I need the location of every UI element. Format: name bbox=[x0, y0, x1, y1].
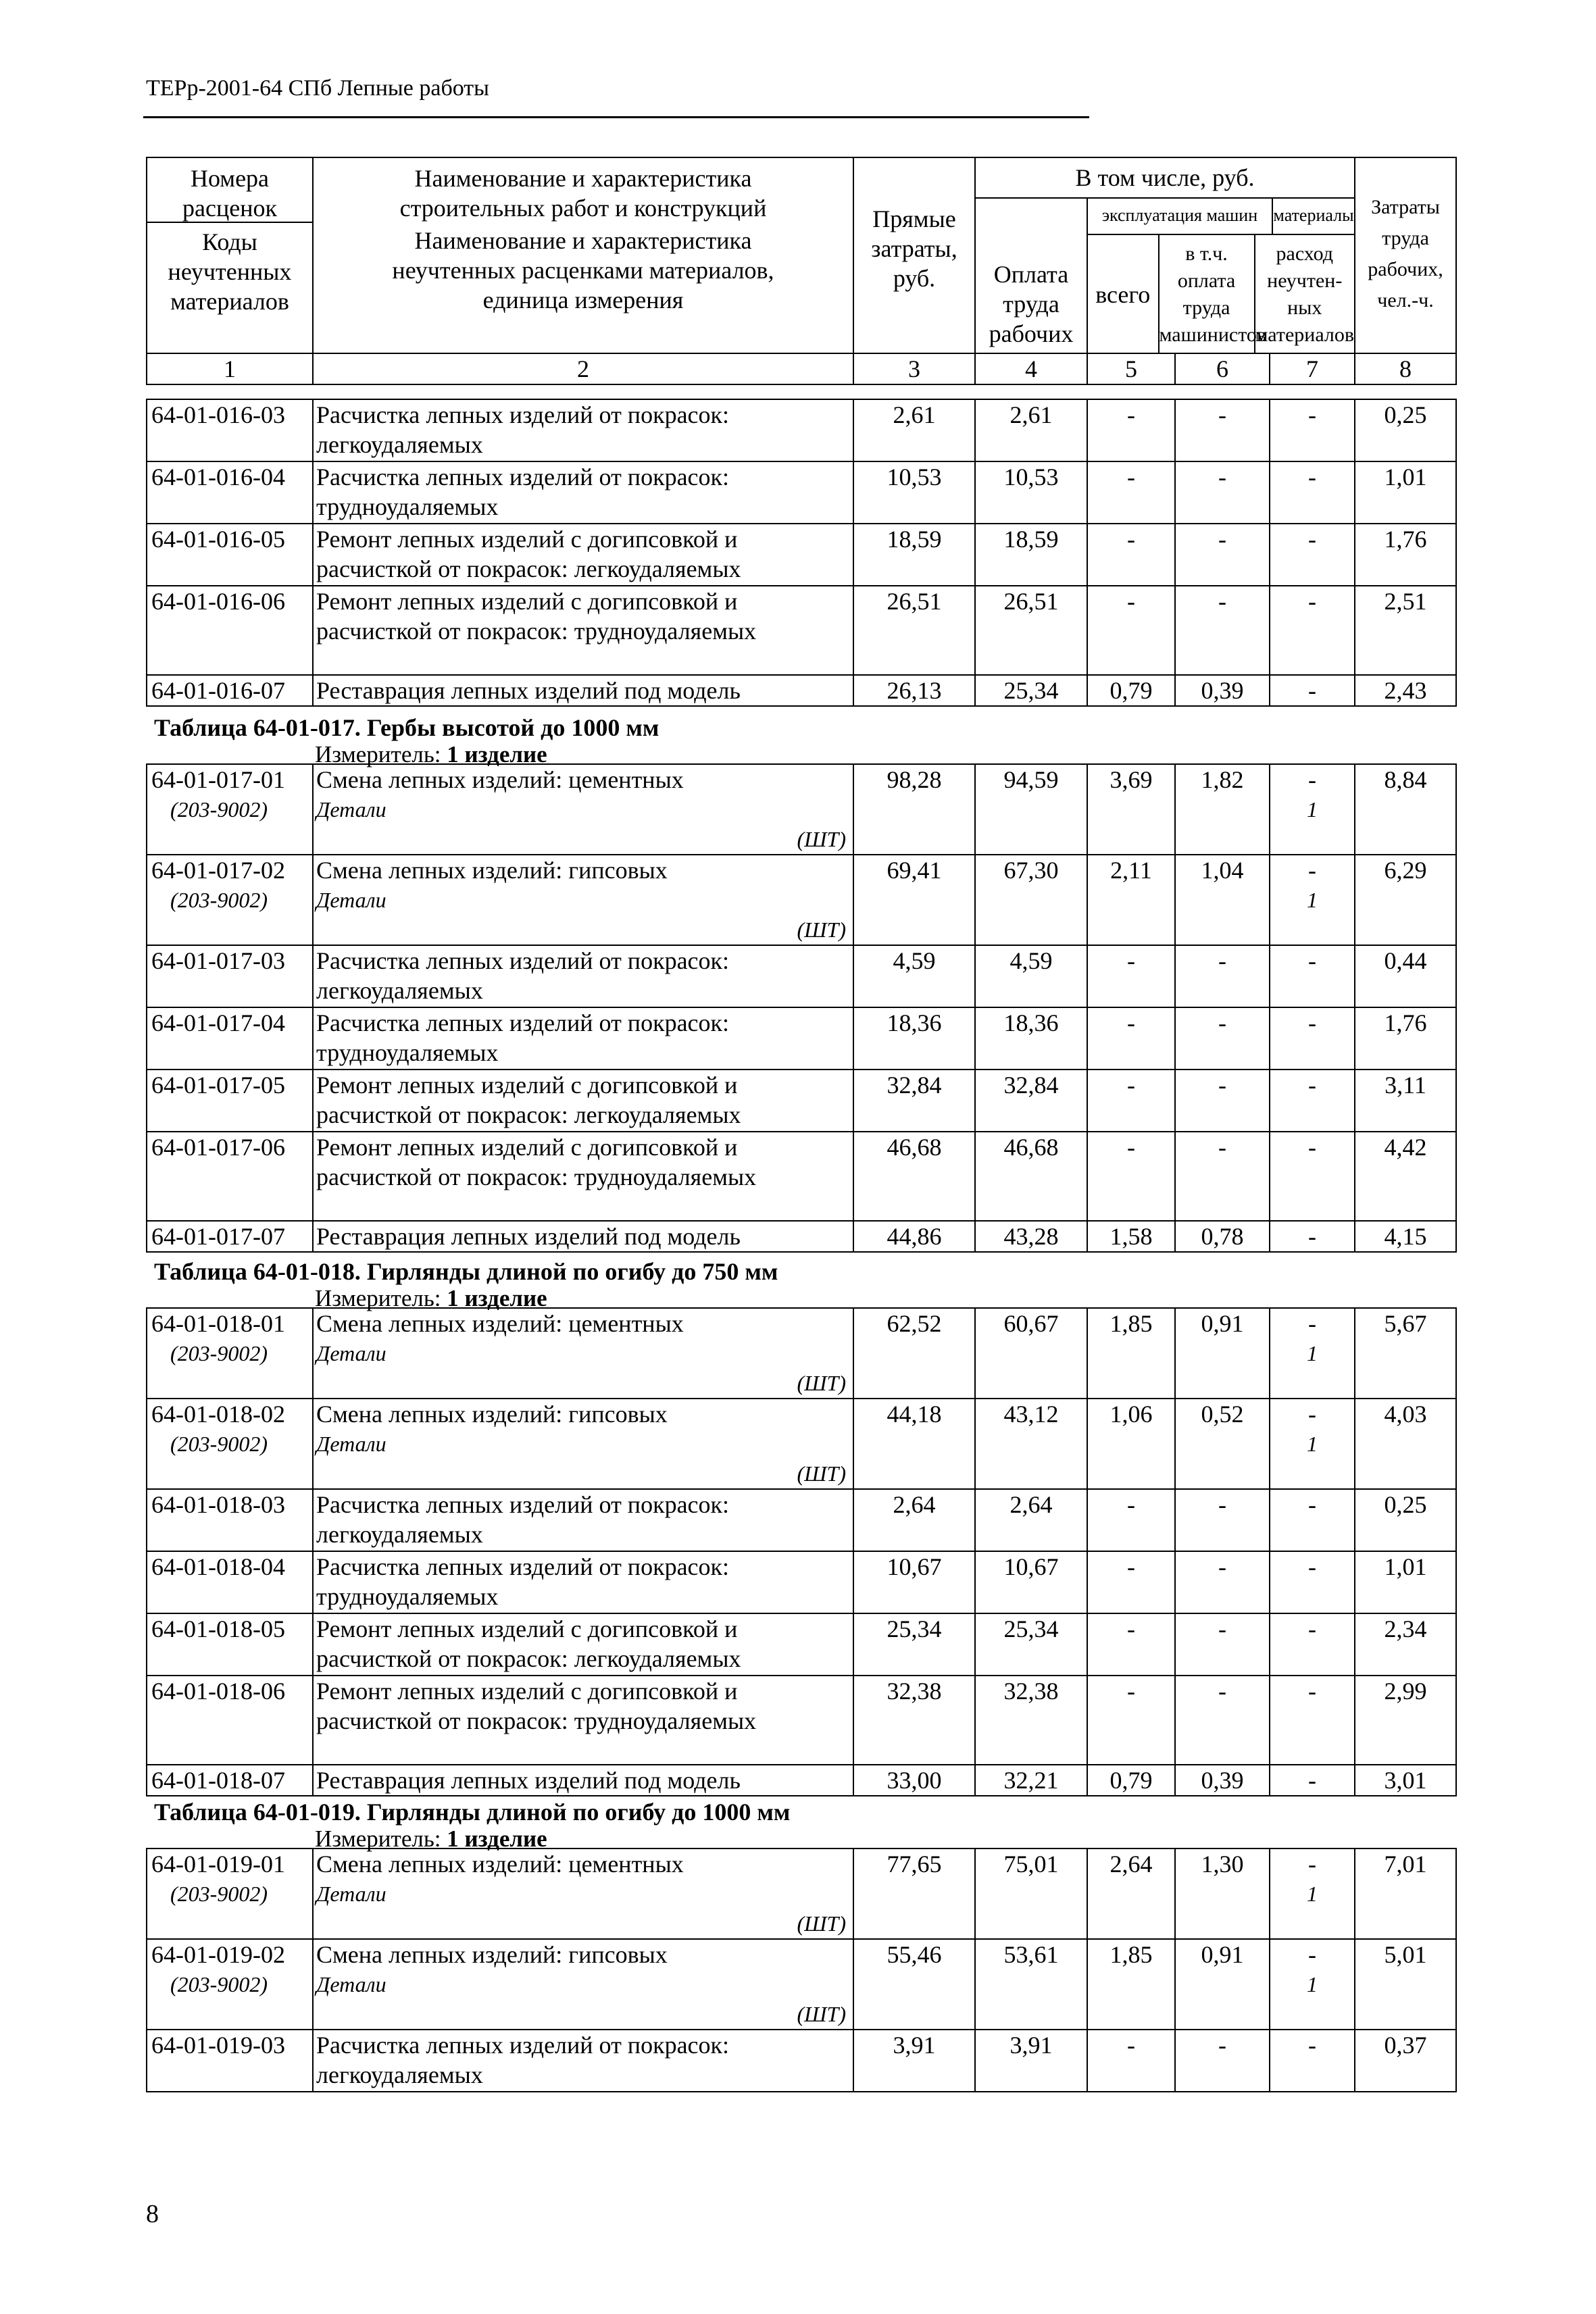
work-name: Расчистка лепных изделий от покрасок: легкоудаляемых bbox=[316, 401, 730, 458]
table-row bbox=[147, 855, 1456, 945]
operator-labor-cost: - bbox=[1175, 1070, 1270, 1132]
work-name: Ремонт лепных изделий с догипсовкой и расчисткой от покрасок: легкоудаляемых bbox=[316, 1072, 741, 1128]
direct-cost: 3,91 bbox=[853, 2030, 975, 2092]
machine-cost: - bbox=[1087, 1132, 1175, 1221]
work-name: Смена лепных изделий: гипсовых bbox=[316, 1941, 668, 1968]
machine-cost: 2,11 bbox=[1087, 855, 1175, 945]
table-row bbox=[147, 1221, 1456, 1252]
direct-cost: 44,18 bbox=[853, 1399, 975, 1489]
material-cost: - bbox=[1308, 1941, 1316, 1968]
sub-header-group bbox=[1087, 198, 1355, 353]
operator-labor-cost: - bbox=[1175, 461, 1270, 524]
section-title: Таблица 64-01-018. Гирлянды длиной по огибу до 750 мм bbox=[154, 1258, 778, 1285]
work-name: Расчистка лепных изделий от покрасок: трудноудаляемых bbox=[316, 1553, 730, 1610]
operator-labor-cost: 1,30 bbox=[1175, 1848, 1270, 1939]
work-name: Реставрация лепных изделий под модель bbox=[316, 1767, 741, 1794]
col3-header-text: Прямые затраты, руб. bbox=[871, 205, 957, 292]
labor-hours: 2,43 bbox=[1355, 675, 1456, 706]
col1-header-bottom: Коды неучтенных материалов bbox=[168, 228, 292, 315]
material-cost: - bbox=[1308, 526, 1316, 553]
material-qty: 1 bbox=[1307, 1432, 1318, 1456]
labor-hours: 0,37 bbox=[1355, 2030, 1456, 2092]
rate-code: 64-01-019-01 bbox=[151, 1851, 285, 1878]
direct-cost: 32,38 bbox=[853, 1676, 975, 1765]
material-name: Детали bbox=[316, 1882, 386, 1906]
labor-cost: 10,53 bbox=[975, 461, 1087, 524]
labor-hours: 8,84 bbox=[1355, 764, 1456, 855]
table-row bbox=[147, 1399, 1456, 1489]
direct-cost: 2,64 bbox=[853, 1489, 975, 1551]
labor-cost: 46,68 bbox=[975, 1132, 1087, 1221]
direct-cost: 33,00 bbox=[853, 1765, 975, 1796]
col2-header bbox=[313, 157, 853, 353]
direct-cost: 44,86 bbox=[853, 1221, 975, 1252]
page-number: 8 bbox=[146, 2200, 159, 2228]
table-row bbox=[147, 1939, 1456, 2030]
operator-labor-cost: - bbox=[1175, 2030, 1270, 2092]
rate-code: 64-01-016-03 bbox=[151, 401, 285, 428]
labor-cost: 94,59 bbox=[975, 764, 1087, 855]
labor-hours: 5,01 bbox=[1355, 1939, 1456, 2030]
material-cost: - bbox=[1308, 1072, 1316, 1099]
rate-code: 64-01-017-05 bbox=[151, 1072, 285, 1099]
work-name: Ремонт лепных изделий с догипсовкой и расчисткой от покрасок: легкоудаляемых bbox=[316, 1615, 741, 1672]
work-name: Ремонт лепных изделий с догипсовкой и расчисткой от покрасок: трудноудаляемых bbox=[316, 1134, 757, 1190]
rate-code: 64-01-018-04 bbox=[151, 1553, 285, 1580]
material-qty: 1 bbox=[1307, 888, 1318, 912]
labor-hours: 1,76 bbox=[1355, 1007, 1456, 1070]
measure-label: Измеритель: bbox=[315, 1826, 441, 1852]
table-row bbox=[147, 1308, 1456, 1399]
material-cost: - bbox=[1308, 857, 1316, 884]
measure-label: Измеритель: bbox=[315, 741, 441, 768]
material-cost: - bbox=[1308, 401, 1316, 428]
price-table bbox=[146, 399, 1457, 707]
table-row bbox=[147, 399, 1456, 461]
material-qty: 1 bbox=[1307, 1972, 1318, 1996]
work-name: Расчистка лепных изделий от покрасок: трудноудаляемых bbox=[316, 1009, 730, 1066]
direct-cost: 46,68 bbox=[853, 1132, 975, 1221]
measure-label: Измеритель: bbox=[315, 1285, 441, 1311]
col1-header-top: Номера расценок bbox=[147, 158, 312, 223]
labor-cost: 43,28 bbox=[975, 1221, 1087, 1252]
work-name: Реставрация лепных изделий под модель bbox=[316, 1223, 741, 1250]
direct-cost: 2,61 bbox=[853, 399, 975, 461]
table-row bbox=[147, 1007, 1456, 1070]
labor-hours: 2,51 bbox=[1355, 586, 1456, 675]
direct-cost: 55,46 bbox=[853, 1939, 975, 2030]
rate-code: 64-01-019-02 bbox=[151, 1941, 285, 1968]
col-number-1: 1 bbox=[147, 353, 313, 384]
direct-cost: 26,13 bbox=[853, 675, 975, 706]
table-row bbox=[147, 1070, 1456, 1132]
material-unit: (ШТ) bbox=[797, 1371, 846, 1395]
col8-header-text: Затраты труда рабочих, чел.-ч. bbox=[1368, 196, 1443, 311]
measure-value: 1 изделие bbox=[447, 1285, 547, 1311]
material-cost: - bbox=[1308, 463, 1316, 491]
machine-cost: - bbox=[1087, 945, 1175, 1007]
labor-hours: 1,01 bbox=[1355, 1551, 1456, 1613]
col2-header-bottom: Наименование и характеристика неучтенных расценками материалов, единица измерения bbox=[392, 227, 774, 313]
col-number-6: 6 bbox=[1175, 353, 1270, 384]
labor-hours: 4,15 bbox=[1355, 1221, 1456, 1252]
incl-header: В том числе, руб. bbox=[975, 157, 1355, 198]
running-head: ТЕРр-2001-64 СПб Лепные работы bbox=[146, 76, 490, 101]
table-row bbox=[147, 461, 1456, 524]
labor-hours: 2,99 bbox=[1355, 1676, 1456, 1765]
material-cost: - bbox=[1308, 1553, 1316, 1580]
labor-hours: 4,42 bbox=[1355, 1132, 1456, 1221]
rate-code: 64-01-019-03 bbox=[151, 2032, 285, 2059]
labor-hours: 0,25 bbox=[1355, 1489, 1456, 1551]
labor-cost: 26,51 bbox=[975, 586, 1087, 675]
labor-hours: 4,03 bbox=[1355, 1399, 1456, 1489]
rate-code: 64-01-018-07 bbox=[151, 1767, 285, 1794]
labor-cost: 53,61 bbox=[975, 1939, 1087, 2030]
operator-labor-cost: 0,39 bbox=[1175, 675, 1270, 706]
operator-labor-cost: - bbox=[1175, 586, 1270, 675]
material-cost: - bbox=[1308, 1223, 1316, 1250]
direct-cost: 10,53 bbox=[853, 461, 975, 524]
col7-header: расход неучтен-ных материалов bbox=[1255, 243, 1355, 346]
rate-code: 64-01-018-02 bbox=[151, 1401, 285, 1428]
work-name: Расчистка лепных изделий от покрасок: легкоудаляемых bbox=[316, 1491, 730, 1548]
material-cost: - bbox=[1308, 1767, 1316, 1794]
work-name: Расчистка лепных изделий от покрасок: легкоудаляемых bbox=[316, 2032, 730, 2088]
material-cost: - bbox=[1308, 1009, 1316, 1036]
col4-header bbox=[975, 198, 1087, 353]
table-row bbox=[147, 1132, 1456, 1221]
rate-code: 64-01-017-01 bbox=[151, 766, 285, 793]
machine-cost: - bbox=[1087, 1551, 1175, 1613]
direct-cost: 18,36 bbox=[853, 1007, 975, 1070]
machine-cost: 1,85 bbox=[1087, 1308, 1175, 1399]
operator-labor-cost: - bbox=[1175, 399, 1270, 461]
table-row bbox=[147, 1765, 1456, 1796]
table-row bbox=[147, 1613, 1456, 1676]
machine-cost: 0,79 bbox=[1087, 675, 1175, 706]
operator-labor-cost: 0,91 bbox=[1175, 1308, 1270, 1399]
rate-code: 64-01-018-05 bbox=[151, 1615, 285, 1642]
machine-cost: 1,58 bbox=[1087, 1221, 1175, 1252]
material-cost: - bbox=[1308, 1851, 1316, 1878]
rate-code: 64-01-018-01 bbox=[151, 1310, 285, 1337]
table-row bbox=[147, 2030, 1456, 2092]
material-code: (203-9002) bbox=[170, 1972, 268, 1996]
rate-code: 64-01-016-04 bbox=[151, 463, 285, 491]
direct-cost: 98,28 bbox=[853, 764, 975, 855]
rate-code: 64-01-016-05 bbox=[151, 526, 285, 553]
table-row bbox=[147, 1848, 1456, 1939]
work-name: Расчистка лепных изделий от покрасок: легкоудаляемых bbox=[316, 947, 730, 1004]
machine-cost: 1,85 bbox=[1087, 1939, 1175, 2030]
col5-header: всего bbox=[1088, 235, 1159, 353]
material-cost: - bbox=[1308, 766, 1316, 793]
labor-hours: 7,01 bbox=[1355, 1848, 1456, 1939]
labor-cost: 32,84 bbox=[975, 1070, 1087, 1132]
rate-code: 64-01-017-04 bbox=[151, 1009, 285, 1036]
col1-header bbox=[147, 157, 313, 353]
labor-cost: 43,12 bbox=[975, 1399, 1087, 1489]
header-rule bbox=[143, 116, 1089, 118]
operator-labor-cost: - bbox=[1175, 945, 1270, 1007]
material-name: Детали bbox=[316, 797, 386, 822]
labor-cost: 67,30 bbox=[975, 855, 1087, 945]
col-number-5: 5 bbox=[1087, 353, 1175, 384]
material-cost: - bbox=[1308, 677, 1316, 704]
direct-cost: 77,65 bbox=[853, 1848, 975, 1939]
exp-header: эксплуатация машин bbox=[1088, 199, 1273, 234]
labor-hours: 2,34 bbox=[1355, 1613, 1456, 1676]
machine-cost: - bbox=[1087, 2030, 1175, 2092]
machine-cost: 1,06 bbox=[1087, 1399, 1175, 1489]
work-name: Смена лепных изделий: цементных bbox=[316, 1310, 684, 1337]
col3-header bbox=[853, 157, 975, 353]
material-unit: (ШТ) bbox=[797, 1461, 846, 1486]
operator-labor-cost: 1,82 bbox=[1175, 764, 1270, 855]
col2-header-top: Наименование и характеристика строительных работ и конструкций bbox=[399, 165, 767, 222]
measure-value: 1 изделие bbox=[447, 741, 547, 768]
labor-cost: 18,36 bbox=[975, 1007, 1087, 1070]
price-table bbox=[146, 763, 1457, 1253]
direct-cost: 62,52 bbox=[853, 1308, 975, 1399]
labor-hours: 5,67 bbox=[1355, 1308, 1456, 1399]
operator-labor-cost: 0,39 bbox=[1175, 1765, 1270, 1796]
table-row bbox=[147, 764, 1456, 855]
table-row bbox=[147, 1676, 1456, 1765]
labor-hours: 1,76 bbox=[1355, 524, 1456, 586]
labor-cost: 10,67 bbox=[975, 1551, 1087, 1613]
table-row bbox=[147, 1551, 1456, 1613]
labor-cost: 18,59 bbox=[975, 524, 1087, 586]
material-unit: (ШТ) bbox=[797, 917, 846, 942]
measure-value: 1 изделие bbox=[447, 1826, 547, 1852]
material-code: (203-9002) bbox=[170, 1341, 268, 1365]
operator-labor-cost: - bbox=[1175, 1676, 1270, 1765]
material-cost: - bbox=[1308, 1491, 1316, 1518]
material-cost: - bbox=[1308, 1134, 1316, 1161]
material-name: Детали bbox=[316, 1432, 386, 1456]
material-qty: 1 bbox=[1307, 1341, 1318, 1365]
material-qty: 1 bbox=[1307, 797, 1318, 822]
labor-cost: 32,21 bbox=[975, 1765, 1087, 1796]
direct-cost: 69,41 bbox=[853, 855, 975, 945]
material-qty: 1 bbox=[1307, 1882, 1318, 1906]
labor-hours: 3,11 bbox=[1355, 1070, 1456, 1132]
work-name: Реставрация лепных изделий под модель bbox=[316, 677, 741, 704]
table-row bbox=[147, 524, 1456, 586]
machine-cost: 0,79 bbox=[1087, 1765, 1175, 1796]
rate-code: 64-01-017-07 bbox=[151, 1223, 285, 1250]
work-name: Смена лепных изделий: гипсовых bbox=[316, 857, 668, 884]
labor-cost: 60,67 bbox=[975, 1308, 1087, 1399]
machine-cost: 3,69 bbox=[1087, 764, 1175, 855]
labor-cost: 25,34 bbox=[975, 1613, 1087, 1676]
direct-cost: 32,84 bbox=[853, 1070, 975, 1132]
col4-header-text: Оплата труда рабочих bbox=[989, 261, 1074, 347]
operator-labor-cost: 0,52 bbox=[1175, 1399, 1270, 1489]
section-title: Таблица 64-01-017. Гербы высотой до 1000 мм bbox=[154, 714, 659, 741]
work-name: Смена лепных изделий: гипсовых bbox=[316, 1401, 668, 1428]
col-number-3: 3 bbox=[853, 353, 975, 384]
rate-code: 64-01-016-06 bbox=[151, 588, 285, 615]
column-header-table bbox=[146, 157, 1457, 385]
operator-labor-cost: - bbox=[1175, 524, 1270, 586]
col-number-7: 7 bbox=[1270, 353, 1355, 384]
material-cost: - bbox=[1308, 1678, 1316, 1705]
labor-hours: 3,01 bbox=[1355, 1765, 1456, 1796]
work-name: Смена лепных изделий: цементных bbox=[316, 1851, 684, 1878]
labor-hours: 6,29 bbox=[1355, 855, 1456, 945]
table-row bbox=[147, 586, 1456, 675]
col-number-8: 8 bbox=[1355, 353, 1456, 384]
material-cost: - bbox=[1308, 1615, 1316, 1642]
labor-cost: 2,64 bbox=[975, 1489, 1087, 1551]
labor-cost: 32,38 bbox=[975, 1676, 1087, 1765]
material-unit: (ШТ) bbox=[797, 827, 846, 851]
machine-cost: - bbox=[1087, 586, 1175, 675]
labor-hours: 0,44 bbox=[1355, 945, 1456, 1007]
material-cost: - bbox=[1308, 2032, 1316, 2059]
machine-cost: - bbox=[1087, 399, 1175, 461]
mat-header: материалы bbox=[1273, 205, 1354, 225]
rate-code: 64-01-018-03 bbox=[151, 1491, 285, 1518]
rate-code: 64-01-017-03 bbox=[151, 947, 285, 974]
price-table bbox=[146, 1307, 1457, 1796]
rate-code: 64-01-016-07 bbox=[151, 677, 285, 704]
operator-labor-cost: - bbox=[1175, 1489, 1270, 1551]
section-title: Таблица 64-01-019. Гирлянды длиной по огибу до 1000 мм bbox=[154, 1799, 791, 1826]
operator-labor-cost: 0,78 bbox=[1175, 1221, 1270, 1252]
machine-cost: - bbox=[1087, 524, 1175, 586]
table-row bbox=[147, 1489, 1456, 1551]
material-cost: - bbox=[1308, 588, 1316, 615]
machine-cost: - bbox=[1087, 1070, 1175, 1132]
operator-labor-cost: 0,91 bbox=[1175, 1939, 1270, 2030]
operator-labor-cost: - bbox=[1175, 1613, 1270, 1676]
material-unit: (ШТ) bbox=[797, 2002, 846, 2026]
col-number-4: 4 bbox=[975, 353, 1087, 384]
material-code: (203-9002) bbox=[170, 1882, 268, 1906]
labor-cost: 4,59 bbox=[975, 945, 1087, 1007]
work-name: Ремонт лепных изделий с догипсовкой и расчисткой от покрасок: трудноудаляемых bbox=[316, 588, 757, 645]
material-cost: - bbox=[1308, 947, 1316, 974]
machine-cost: - bbox=[1087, 1613, 1175, 1676]
material-cost: - bbox=[1308, 1310, 1316, 1337]
machine-cost: - bbox=[1087, 461, 1175, 524]
direct-cost: 26,51 bbox=[853, 586, 975, 675]
direct-cost: 10,67 bbox=[853, 1551, 975, 1613]
machine-cost: 2,64 bbox=[1087, 1848, 1175, 1939]
price-table bbox=[146, 1848, 1457, 2092]
material-name: Детали bbox=[316, 888, 386, 912]
machine-cost: - bbox=[1087, 1007, 1175, 1070]
rate-code: 64-01-017-06 bbox=[151, 1134, 285, 1161]
machine-cost: - bbox=[1087, 1489, 1175, 1551]
direct-cost: 4,59 bbox=[853, 945, 975, 1007]
material-cost: - bbox=[1308, 1401, 1316, 1428]
table-row bbox=[147, 675, 1456, 706]
work-name: Ремонт лепных изделий с догипсовкой и расчисткой от покрасок: трудноудаляемых bbox=[316, 1678, 757, 1734]
material-code: (203-9002) bbox=[170, 1432, 268, 1456]
operator-labor-cost: - bbox=[1175, 1132, 1270, 1221]
machine-cost: - bbox=[1087, 1676, 1175, 1765]
labor-cost: 2,61 bbox=[975, 399, 1087, 461]
labor-cost: 3,91 bbox=[975, 2030, 1087, 2092]
labor-cost: 75,01 bbox=[975, 1848, 1087, 1939]
work-name: Расчистка лепных изделий от покрасок: трудноудаляемых bbox=[316, 463, 730, 520]
table-row bbox=[147, 945, 1456, 1007]
col-number-2: 2 bbox=[313, 353, 853, 384]
labor-hours: 0,25 bbox=[1355, 399, 1456, 461]
col6-header: в т.ч. оплата труда машинистов bbox=[1159, 235, 1255, 353]
direct-cost: 18,59 bbox=[853, 524, 975, 586]
labor-hours: 1,01 bbox=[1355, 461, 1456, 524]
material-code: (203-9002) bbox=[170, 797, 268, 822]
material-name: Детали bbox=[316, 1341, 386, 1365]
rate-code: 64-01-018-06 bbox=[151, 1678, 285, 1705]
operator-labor-cost: - bbox=[1175, 1007, 1270, 1070]
material-name: Детали bbox=[316, 1972, 386, 1996]
labor-cost: 25,34 bbox=[975, 675, 1087, 706]
work-name: Ремонт лепных изделий с догипсовкой и расчисткой от покрасок: легкоудаляемых bbox=[316, 526, 741, 582]
operator-labor-cost: - bbox=[1175, 1551, 1270, 1613]
material-code: (203-9002) bbox=[170, 888, 268, 912]
col8-header bbox=[1355, 157, 1456, 353]
operator-labor-cost: 1,04 bbox=[1175, 855, 1270, 945]
material-unit: (ШТ) bbox=[797, 1911, 846, 1936]
rate-code: 64-01-017-02 bbox=[151, 857, 285, 884]
work-name: Смена лепных изделий: цементных bbox=[316, 766, 684, 793]
direct-cost: 25,34 bbox=[853, 1613, 975, 1676]
